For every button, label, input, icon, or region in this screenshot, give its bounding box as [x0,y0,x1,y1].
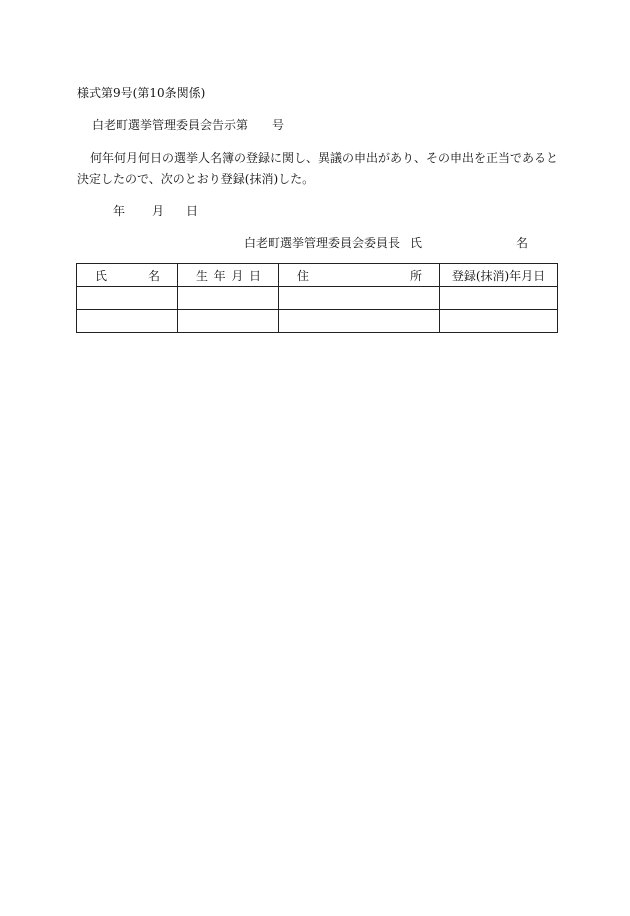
body-text-line-2: 決定したので、次のとおり登録(抹消)した。 [77,172,315,186]
form-number: 様式第9号(第10条関係) [77,86,206,100]
table-row [77,310,558,333]
header-birthdate-char: 日 [248,268,261,283]
table-cell[interactable] [279,310,440,333]
header-registration-date: 登録(抹消)年月日 [440,264,558,287]
date-day-label: 日 [186,204,199,218]
registration-table [76,263,558,333]
signature-title: 白老町選挙管理委員会委員長 [244,236,401,250]
table-cell[interactable] [440,287,558,310]
notice-title: 白老町選挙管理委員会告示第 号 [92,118,285,132]
header-address [279,264,440,287]
table-row [77,287,558,310]
header-birthdate-char: 年 [213,268,226,283]
table-cell[interactable] [77,287,178,310]
header-name [77,264,178,287]
signature-surname-label: 氏 [410,236,423,250]
signature-line [244,235,528,251]
header-address-char: 住 [297,268,310,283]
header-birthdate [178,264,279,287]
table-cell[interactable] [279,287,440,310]
signature-name-label: 名 [516,236,529,250]
table-header-row [77,264,558,287]
date-year-label: 年 [113,204,126,218]
header-name-char: 名 [147,268,160,283]
table-cell[interactable] [440,310,558,333]
table-cell[interactable] [178,310,279,333]
date-line [113,203,198,219]
header-address-char: 所 [409,268,422,283]
table-cell[interactable] [178,287,279,310]
date-month-label: 月 [152,204,165,218]
header-name-char: 氏 [95,268,108,283]
header-birthdate-char: 生 [196,268,209,283]
body-text-line-1: 何年何月何日の選挙人名簿の登録に関し、異議の申出があり、その申出を正当であると [90,151,559,165]
table-cell[interactable] [77,310,178,333]
header-birthdate-char: 月 [231,268,244,283]
